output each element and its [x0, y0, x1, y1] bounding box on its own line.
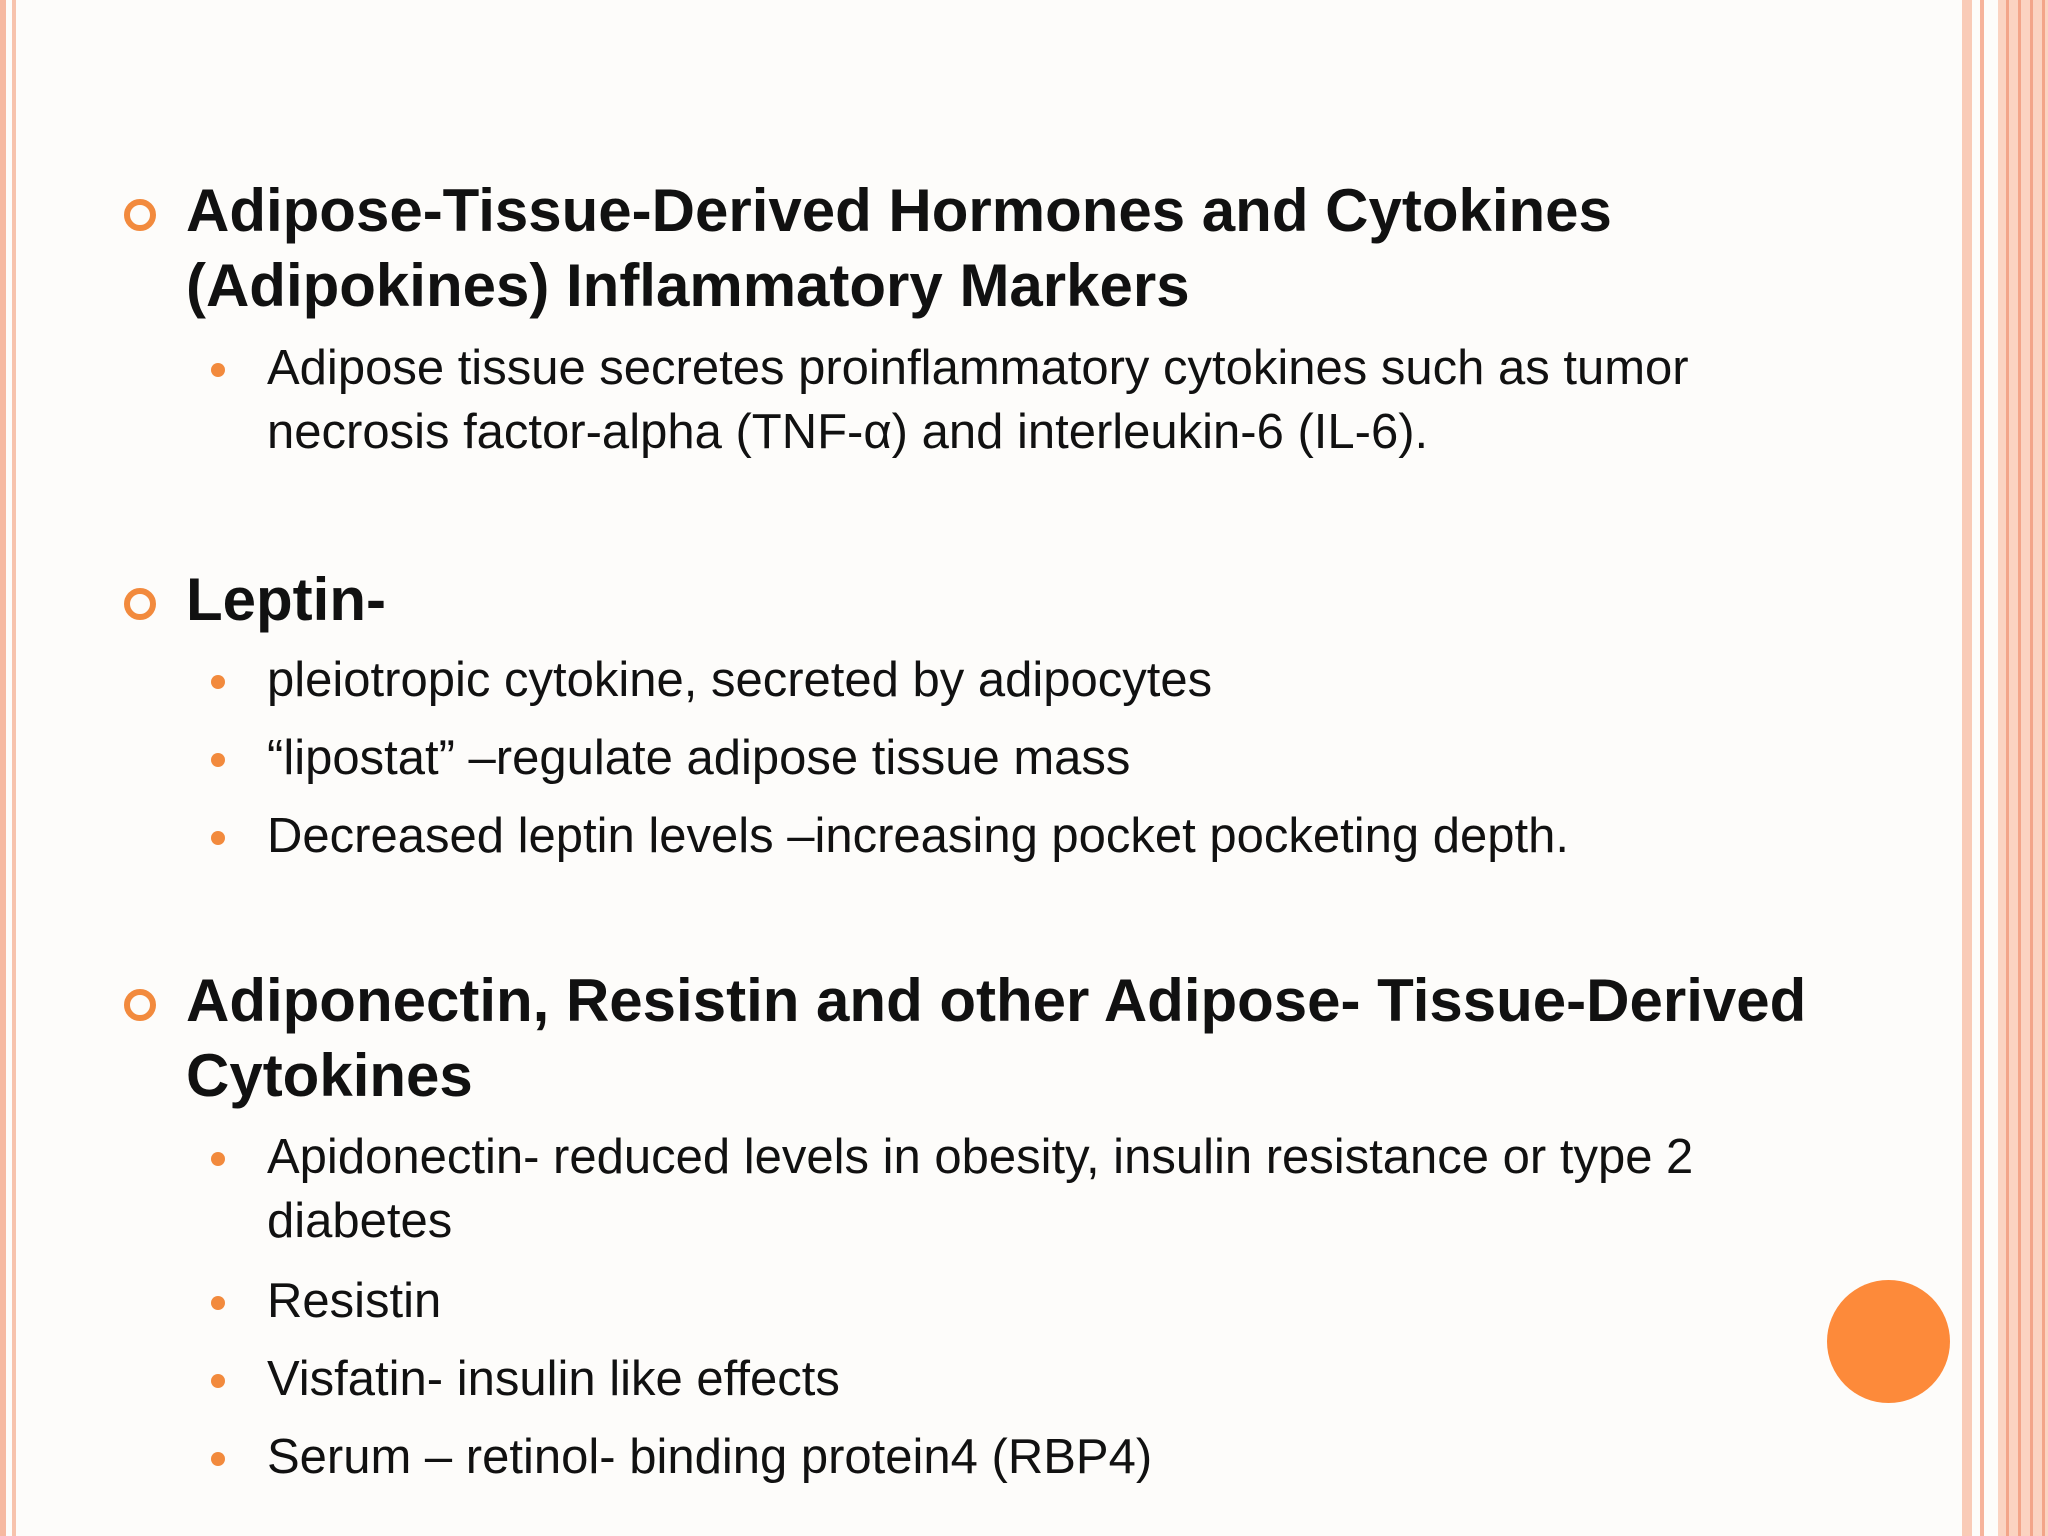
section-heading-leptin: Leptin-	[186, 566, 386, 633]
right-border-line	[2042, 0, 2045, 1536]
section-heading-adiponectin: Adiponectin, Resistin and other Adipose- Tissue-Derived Cytokines	[186, 967, 1807, 1109]
right-border-line	[2018, 0, 2021, 1536]
right-border-stripe	[1962, 0, 1972, 1536]
list-item-lipostat: “lipostat” –regulate adipose tissue mass	[267, 731, 1131, 785]
list-item-adipose-secretes: Adipose tissue secretes proinflammatory cytokines such as tumor necrosis factor-alpha (TNF-α) and interleukin-6 (IL-6).	[267, 341, 1689, 459]
ring-bullet-icon	[124, 588, 156, 620]
list-item-resistin: Resistin	[267, 1274, 442, 1328]
ring-bullet-icon	[124, 989, 156, 1021]
list-item-rbp4: Serum – retinol- binding protein4 (RBP4)	[267, 1430, 1153, 1484]
decorative-circle-icon	[1827, 1280, 1950, 1403]
list-item-visfatin: Visfatin- insulin like effects	[267, 1352, 840, 1406]
dot-bullet-icon	[211, 363, 225, 377]
list-item-decreased-leptin: Decreased leptin levels –increasing pocket pocketing depth.	[267, 809, 1570, 863]
list-item-apidonectin: Apidonectin- reduced levels in obesity, insulin resistance or type 2 diabetes	[267, 1130, 1694, 1248]
dot-bullet-icon	[211, 1452, 225, 1466]
dot-bullet-icon	[211, 831, 225, 845]
section-heading-adipokines: Adipose-Tissue-Derived Hormones and Cytokines (Adipokines) Inflammatory Markers	[186, 177, 1612, 319]
right-border-line	[2030, 0, 2033, 1536]
right-border-line	[2006, 0, 2009, 1536]
dot-bullet-icon	[211, 1296, 225, 1310]
right-border-stripe	[1980, 0, 1984, 1536]
ring-bullet-icon	[124, 199, 156, 231]
dot-bullet-icon	[211, 675, 225, 689]
dot-bullet-icon	[211, 1374, 225, 1388]
list-item-pleiotropic: pleiotropic cytokine, secreted by adipocytes	[267, 653, 1213, 707]
dot-bullet-icon	[211, 753, 225, 767]
dot-bullet-icon	[211, 1152, 225, 1166]
